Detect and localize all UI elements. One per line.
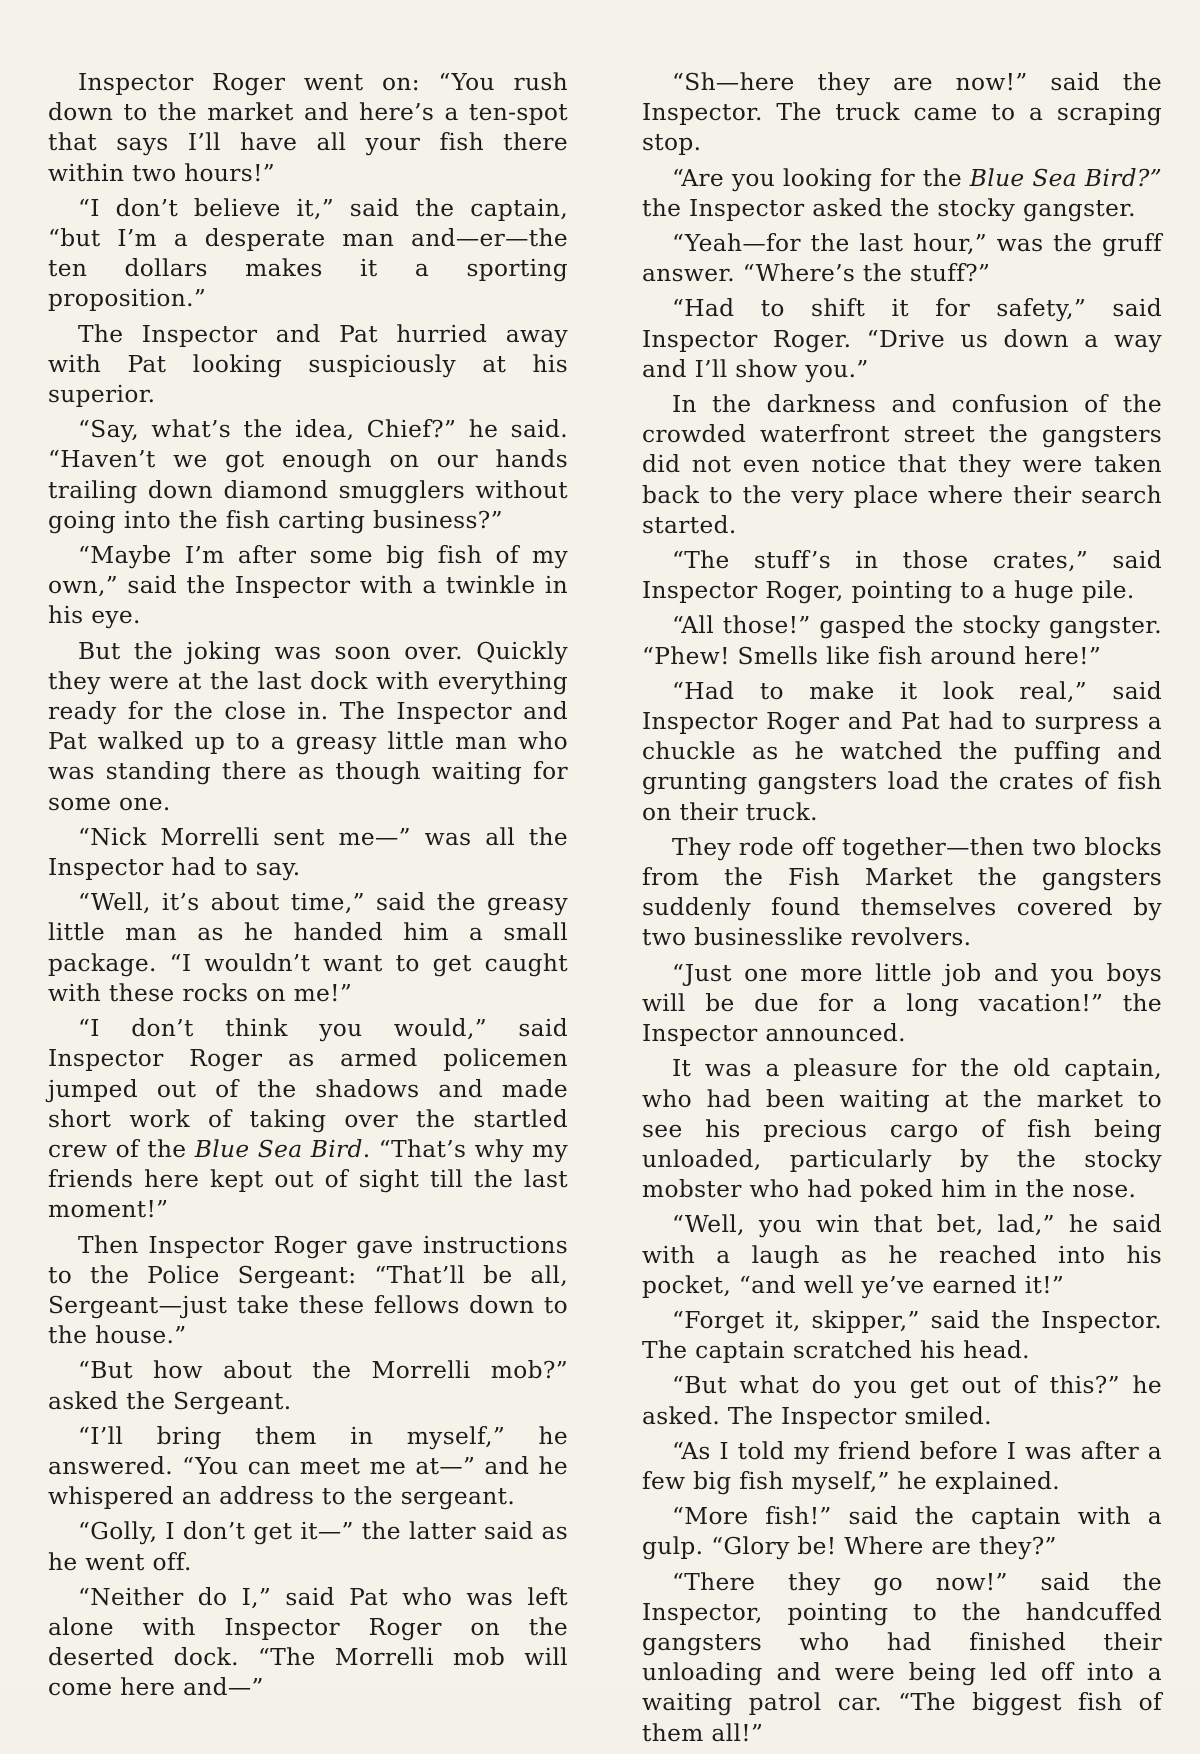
paragraph: “Had to make it look real,” said Inspector Roger and Pat had to surpress a chuckle as he watched the puffing and grunting gangsters load the crates of fish on their truck. (642, 677, 1162, 826)
paragraph: “More fish!” said the captain with a gulp. “Glory be! Where are they?” (642, 1503, 1162, 1561)
paragraph: “Maybe I’m after some big fish of my own,” said the Inspector with a twinkle in his eye. (48, 542, 568, 630)
paragraph: Inspector Roger went on: “You rush down to the market and here’s a ten-spot that says I’ll have all your fish there within two hours!” (48, 69, 568, 187)
paragraph-text: “I don’t think you would,” said Inspector Roger as armed policemen jumped out of the shadows and made short work of taking over the startled crew of the (48, 1015, 568, 1163)
paragraph: Then Inspector Roger gave instructions to the Police Sergeant: “That’ll be all, Sergeant—just take these fellows down to the house.” (48, 1231, 568, 1350)
paragraph: “Say, what’s the idea, Chief?” he said. “Haven’t we got enough on our hands trailing down diamond smugglers without going into the fish carting business?” (48, 416, 568, 534)
paragraph: “Neither do I,” said Pat who was left alone with Inspector Roger on the deserted dock. “The Morrelli mob will come here and—” (48, 1583, 568, 1702)
paragraph-text: the Inspector asked the stocky gangster. (642, 194, 1136, 222)
paragraph: “Just one more little job and you boys will be due for a long vacation!” the Inspector announced. (642, 959, 1162, 1048)
paragraph: “But how about the Morrelli mob?” asked the Sergeant. (48, 1357, 568, 1415)
paragraph: “I’ll bring them in myself,” he answered. “You can meet me at—” and he whispered an address to the sergeant. (48, 1422, 568, 1511)
paragraph-text: “Are you looking for the (672, 164, 970, 192)
paragraph: “There they go now!” said the Inspector, pointing to the handcuffed gangsters who had finished their unloading and were being led off into a waiting patrol car. “The biggest fish of them all!” (642, 1568, 1162, 1747)
paragraph: “Well, it’s about time,” said the greasy little man as he handed him a small package. “I wouldn’t want to get caught with these rocks on me!” (48, 889, 568, 1007)
paragraph-text: . “That’s why my friends here kept out of sight till the last moment!” (48, 1135, 568, 1224)
paragraph (48, 1014, 568, 1225)
paragraph: “As I told my friend before I was after a few big fish myself,” he explained. (642, 1437, 1162, 1495)
paragraph: “Yeah—for the last hour,” was the gruff answer. “Where’s the stuff?” (642, 230, 1162, 288)
ship-name: Blue Sea Bird?” (969, 164, 1162, 192)
paragraph: But the joking was soon over. Quickly they were at the last dock with everything ready for the close in. The Inspector and Pat walked up to a greasy little man who was standing there as though waiting for some one. (48, 637, 568, 816)
paragraph: “All those!” gasped the stocky gangster. “Phew! Smells like fish around here!” (642, 612, 1162, 670)
paragraph: “Well, you win that bet, lad,” he said with a laugh as he reached into his pocket, “and well ye’ve earned it!” (642, 1211, 1162, 1299)
paragraph: The Inspector and Pat hurried away with Pat looking suspiciously at his superior. (48, 320, 568, 409)
ship-name: Blue Sea Bird (194, 1135, 363, 1163)
paragraph: “Golly, I don’t get it—” the latter said as he went off. (48, 1518, 568, 1576)
left-text-column (48, 68, 568, 1709)
paragraph: “Nick Morrelli sent me—” was all the Inspector had to say. (48, 823, 568, 882)
paragraph: “Had to shift it for safety,” said Inspector Roger. “Drive us down a way and I’ll show you.” (642, 295, 1162, 383)
paragraph: “The stuff’s in those crates,” said Inspector Roger, pointing to a huge pile. (642, 547, 1162, 605)
paragraph: “Sh—here they are now!” said the Inspector. The truck came to a scraping stop. (642, 69, 1162, 157)
paragraph: “Forget it, skipper,” said the Inspector. The captain scratched his head. (642, 1306, 1162, 1365)
paragraph: They rode off together—then two blocks from the Fish Market the gangsters suddenly found themselves covered by two businesslike revolvers. (642, 833, 1162, 952)
paragraph: “I don’t believe it,” said the captain, “but I’m a desperate man and—er—the ten dollars makes it a sporting proposition.” (48, 194, 568, 313)
right-text-column (642, 68, 1162, 1754)
paragraph: It was a pleasure for the old captain, who had been waiting at the market to see his precious cargo of fish being unloaded, particularly by the stocky mobster who had poked him in the nose. (642, 1055, 1162, 1204)
paragraph: In the darkness and confusion of the crowded waterfront street the gangsters did not even notice that they were taken back to the very place where their search started. (642, 391, 1162, 539)
paragraph: “But what do you get out of this?” he asked. The Inspector smiled. (642, 1372, 1162, 1430)
paragraph (642, 164, 1162, 224)
